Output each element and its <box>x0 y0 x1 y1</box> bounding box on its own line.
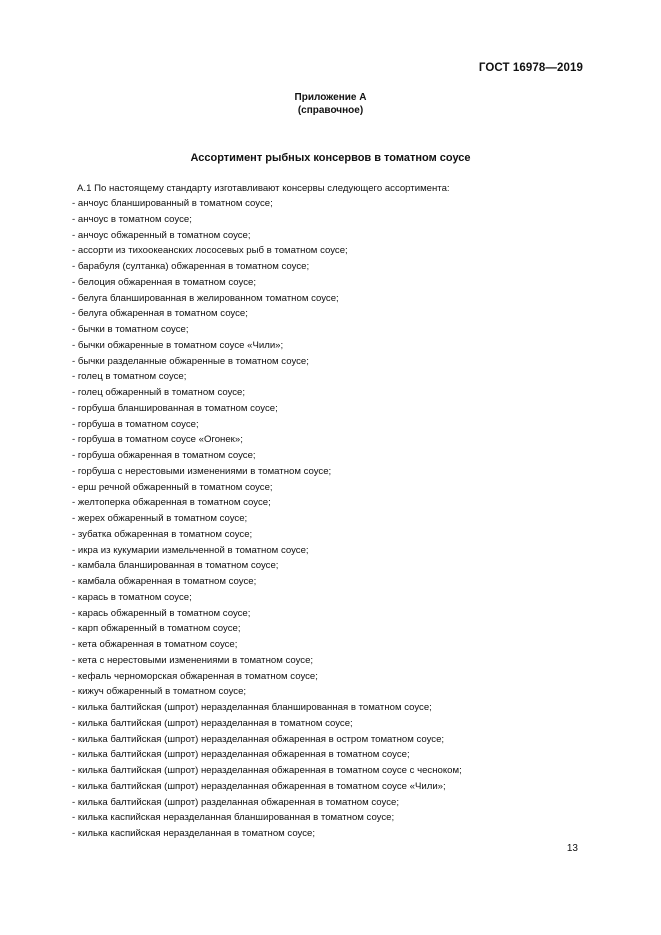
list-item: - килька балтийская (шпрот) неразделанная обжаренная в томатном соусе с чесноком; <box>72 763 462 779</box>
list-item: - горбуша в томатном соусе; <box>72 417 462 433</box>
list-item: - кефаль черноморская обжаренная в томатном соусе; <box>72 669 462 685</box>
appendix-title: Приложение А <box>294 92 367 103</box>
list-item: - кета обжаренная в томатном соусе; <box>72 637 462 653</box>
list-item: - камбала обжаренная в томатном соусе; <box>72 574 462 590</box>
list-item: - килька балтийская (шпрот) неразделанная обжаренная в остром томатном соусе; <box>72 732 462 748</box>
list-item: - белоция обжаренная в томатном соусе; <box>72 275 462 291</box>
appendix-heading <box>0 91 661 117</box>
list-item: - карась в томатном соусе; <box>72 590 462 606</box>
page-number: 13 <box>566 843 578 854</box>
list-item: - килька балтийская (шпрот) неразделанная обжаренная в томатном соусе «Чили»; <box>72 779 462 795</box>
list-item: - белуга бланшированная в желированном томатном соусе; <box>72 291 462 307</box>
list-item: - горбуша обжаренная в томатном соусе; <box>72 448 462 464</box>
list-item: - желтоперка обжаренная в томатном соусе; <box>72 495 462 511</box>
list-item: - бычки разделанные обжаренные в томатном соусе; <box>72 354 462 370</box>
appendix-subtitle: (справочное) <box>297 105 364 116</box>
list-item: - килька каспийская неразделанная бланшированная в томатном соусе; <box>72 810 462 826</box>
list-item: - горбуша в томатном соусе «Огонек»; <box>72 432 462 448</box>
list-item: - килька балтийская (шпрот) разделанная обжаренная в томатном соусе; <box>72 795 462 811</box>
list-item: - горбуша бланшированная в томатном соусе; <box>72 401 462 417</box>
list-item: - анчоус обжаренный в томатном соусе; <box>72 228 462 244</box>
list-item: - карась обжаренный в томатном соусе; <box>72 606 462 622</box>
section-title: Ассортимент рыбных консервов в томатном соусе <box>190 152 471 164</box>
list-item: - кета с нерестовыми изменениями в томатном соусе; <box>72 653 462 669</box>
list-item: - анчоус в томатном соусе; <box>72 212 462 228</box>
list-item: - карп обжаренный в томатном соусе; <box>72 621 462 637</box>
list-item: - анчоус бланшированный в томатном соусе; <box>72 196 462 212</box>
list-item: - горбуша с нерестовыми изменениями в томатном соусе; <box>72 464 462 480</box>
list-item: - килька балтийская (шпрот) неразделанная бланшированная в томатном соусе; <box>72 700 462 716</box>
list-item: - барабуля (султанка) обжаренная в томатном соусе; <box>72 259 462 275</box>
list-item: - килька балтийская (шпрот) неразделанная обжаренная в томатном соусе; <box>72 747 462 763</box>
list-item: - зубатка обжаренная в томатном соусе; <box>72 527 462 543</box>
list-item: - килька каспийская неразделанная в томатном соусе; <box>72 826 462 842</box>
list-item: - камбала бланшированная в томатном соусе; <box>72 558 462 574</box>
list-item: - ерш речной обжаренный в томатном соусе; <box>72 480 462 496</box>
list-item: - бычки в томатном соусе; <box>72 322 462 338</box>
intro-paragraph: А.1 По настоящему стандарту изготавливают консервы следующего ассортимента: <box>77 183 450 194</box>
list-item: - голец в томатном соусе; <box>72 369 462 385</box>
list-item: - икра из кукумарии измельченной в томатном соусе; <box>72 543 462 559</box>
list-item: - килька балтийская (шпрот) неразделанная в томатном соусе; <box>72 716 462 732</box>
assortment-list <box>72 196 462 842</box>
list-item: - жерех обжаренный в томатном соусе; <box>72 511 462 527</box>
document-code: ГОСТ 16978—2019 <box>478 62 583 74</box>
list-item: - белуга обжаренная в томатном соусе; <box>72 306 462 322</box>
list-item: - кижуч обжаренный в томатном соусе; <box>72 684 462 700</box>
list-item: - бычки обжаренные в томатном соусе «Чили»; <box>72 338 462 354</box>
list-item: - ассорти из тихоокеанских лососевых рыб в томатном соусе; <box>72 243 462 259</box>
list-item: - голец обжаренный в томатном соусе; <box>72 385 462 401</box>
